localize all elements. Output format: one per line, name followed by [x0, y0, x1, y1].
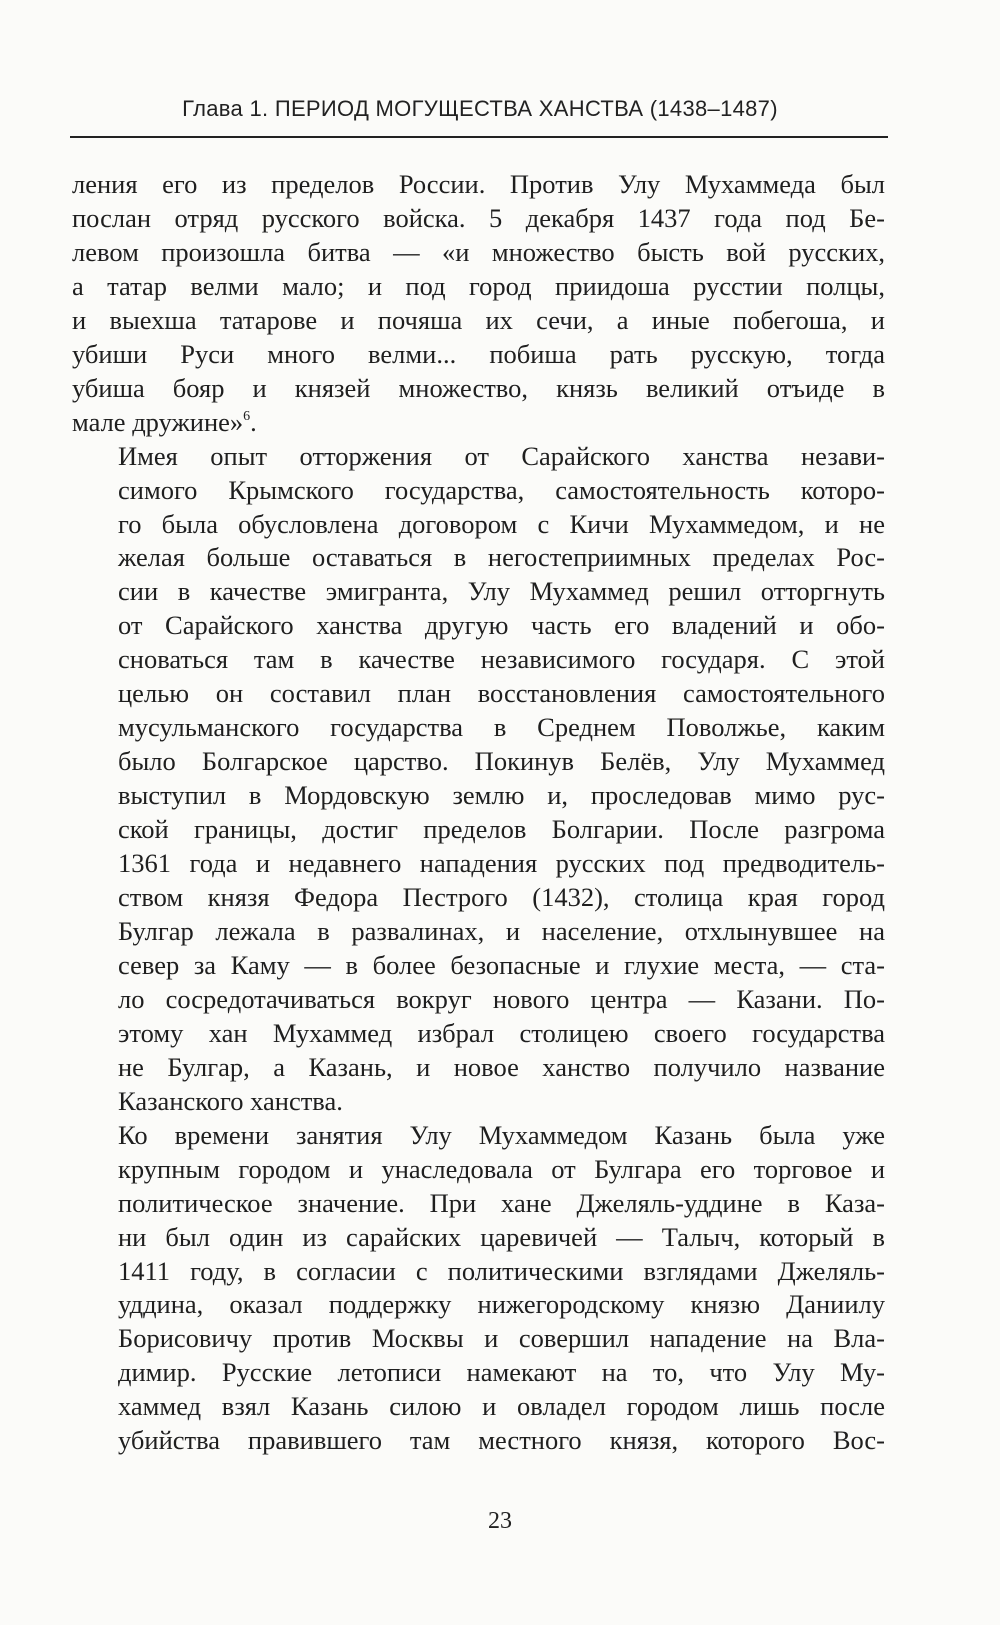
text-line: Казанского ханства.	[118, 1085, 343, 1116]
text-line: ством князя Федора Пестрого (1432), столица края город	[118, 882, 885, 913]
header-rule	[70, 136, 888, 138]
text-line: этому хан Мухаммед избрал столицею своего государства	[118, 1017, 885, 1048]
paragraph	[72, 440, 885, 1119]
text-line: Булгар лежала в развалинах, и население, отхлынувшее на	[118, 915, 885, 946]
text-line: послан отряд русского войска. 5 декабря 1437 года под Бе-	[72, 202, 885, 233]
running-header: Глава 1. ПЕРИОД МОГУЩЕСТВА ХАНСТВА (1438–1487)	[182, 96, 778, 121]
text-line: а татар велми мало; и под город приидоша русстии полцы,	[72, 270, 885, 301]
text-line: Борисовичу против Москвы и совершил нападение на Вла-	[118, 1323, 885, 1354]
text-line: сноваться там в качестве независимого государя. С этой	[118, 644, 885, 675]
text-line: димир. Русские летописи намекают на то, что Улу Му-	[118, 1357, 885, 1388]
text-line: ской границы, достиг пределов Болгарии. После разгрома	[118, 814, 885, 845]
text-line: ления его из пределов России. Против Улу Мухаммеда был	[72, 169, 885, 199]
text-line: левом произошла битва — «и множество бысть вой русских,	[72, 236, 885, 267]
text-line: крупным городом и унаследовала от Булгара его торговое и	[118, 1153, 885, 1184]
text-line: убийства правившего там местного князя, которого Вос-	[118, 1425, 885, 1456]
text-line: убиша бояр и князей множество, князь великий отъиде в	[72, 372, 885, 403]
final-punctuation: .	[250, 406, 257, 437]
text-line: желая больше оставаться в негостеприимных пределах Рос-	[118, 542, 885, 573]
text-line: выступил в Мордовскую землю и, проследовав мимо рус-	[118, 780, 885, 811]
page-number: 23	[488, 1508, 512, 1534]
text-line: 1411 году, в согласии с политическими взглядами Джеляль-	[118, 1255, 885, 1286]
text-line: не Булгар, а Казань, и новое ханство получило название	[118, 1051, 885, 1082]
text-line: и выехша татарове и почяша их сечи, а иные побегоша, и	[72, 304, 885, 335]
text-line: целью он составил план восстановления самостоятельного	[118, 678, 885, 709]
text-line: Имея опыт отторжения от Сарайского ханства незави-	[118, 440, 885, 471]
text-line: ни был один из сарайских царевичей — Талыч, который в	[118, 1221, 885, 1252]
text-line: север за Каму — в более безопасные и глухие места, — ста-	[118, 949, 885, 980]
paragraph	[72, 1119, 885, 1459]
text-line: симого Крымского государства, самостоятельность которо-	[118, 474, 885, 505]
text-line: Ко времени занятия Улу Мухаммедом Казань была уже	[118, 1119, 885, 1150]
paragraph	[72, 168, 885, 440]
text-line: мусульманского государства в Среднем Поволжье, каким	[118, 712, 885, 743]
text-line: уддина, оказал поддержку нижегородскому князю Даниилу	[118, 1289, 885, 1320]
body-text	[72, 168, 885, 1458]
text-line: хаммед взял Казань силою и овладел городом лишь после	[118, 1391, 885, 1422]
text-line: 1361 года и недавнего нападения русских под предводитель-	[118, 848, 885, 879]
text-line: мале дружине»$^6$.	[72, 406, 257, 437]
text-line: политическое значение. При хане Джеляль-уддине в Каза-	[118, 1187, 885, 1218]
text-line: ло сосредотачиваться вокруг нового центра — Казани. По-	[118, 983, 885, 1014]
text-line: убиши Руси много велми... побиша рать русскую, тогда	[72, 338, 885, 369]
text-line: было Болгарское царство. Покинув Белёв, Улу Мухаммед	[118, 746, 885, 777]
footnote-reference[interactable]: 6	[243, 408, 251, 424]
text-line: го была обусловлена договором с Кичи Мухаммедом, и не	[118, 508, 885, 539]
text-line: сии в качестве эмигранта, Улу Мухаммед решил отторгнуть	[118, 576, 885, 607]
text-line: от Сарайского ханства другую часть его владений и обо-	[118, 610, 885, 641]
